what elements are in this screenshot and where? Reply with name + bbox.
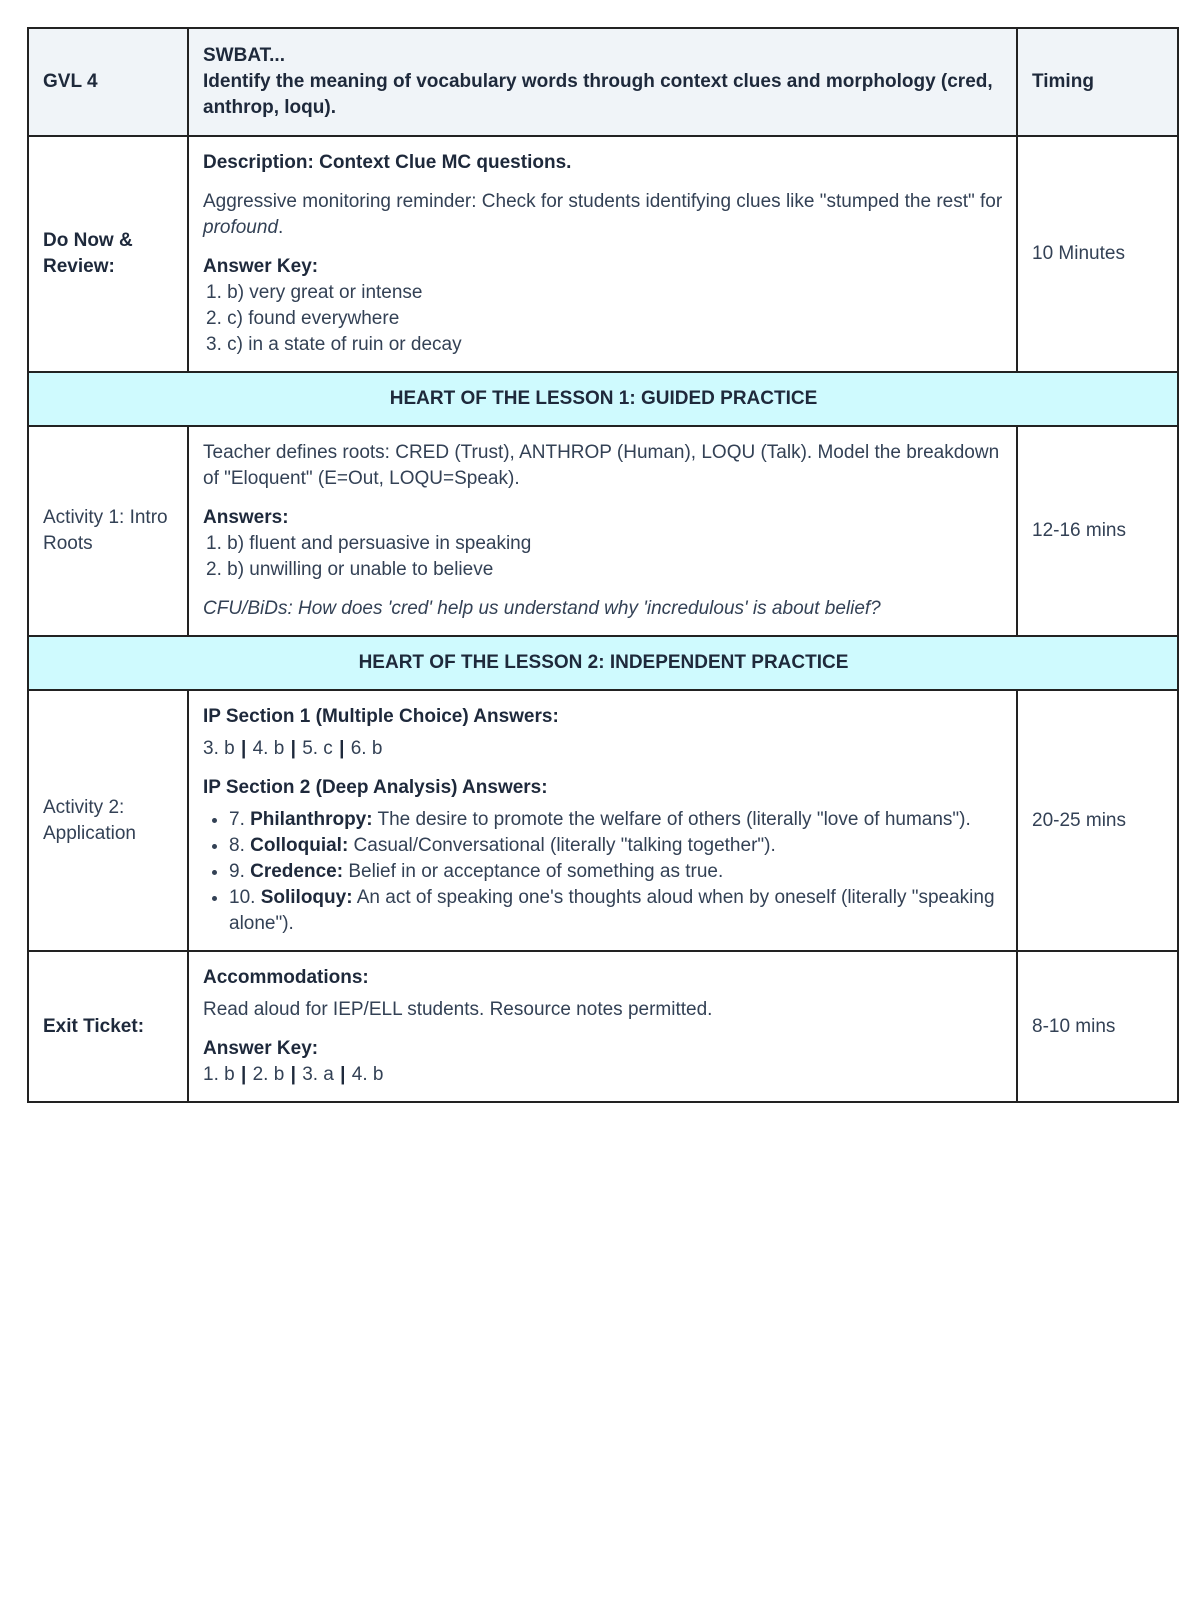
swbat-label: SWBAT...	[203, 45, 285, 66]
ip2-item	[229, 833, 1003, 859]
accommodations-text: Read aloud for IEP/ELL students. Resource notes permitted.	[203, 999, 713, 1020]
do-now-label: Do Now & Review:	[28, 136, 188, 372]
activity2-row	[28, 690, 1178, 951]
activity1-timing: 12-16 mins	[1017, 426, 1178, 636]
separator: |	[290, 738, 296, 759]
exit-answer: 1. b	[203, 1064, 235, 1085]
reminder-emphasis-word: profound	[203, 217, 279, 238]
ip1-answer: 3. b	[203, 738, 235, 759]
monitoring-reminder	[203, 189, 1003, 241]
ip2-label: IP Section 2 (Deep Analysis) Answers:	[203, 777, 548, 798]
activity1-content	[188, 426, 1017, 636]
vocab-term: Colloquial:	[250, 835, 349, 856]
reminder-suffix: .	[278, 217, 284, 238]
separator: |	[290, 1064, 296, 1085]
exit-ticket-timing: 8-10 mins	[1017, 951, 1178, 1102]
accommodations-label: Accommodations:	[203, 967, 369, 988]
answer-item: 2. c) found everywhere	[206, 308, 400, 329]
exit-answer: 3. a	[302, 1064, 334, 1085]
cfu-question: CFU/BiDs: How does 'cred' help us understand why 'incredulous' is about belief?	[203, 598, 881, 619]
do-now-row	[28, 136, 1178, 372]
vocab-term: Philanthropy:	[250, 809, 373, 830]
activity2-content	[188, 690, 1017, 951]
vocab-term: Credence:	[250, 861, 344, 882]
item-number: 8.	[229, 835, 251, 856]
exit-answers	[203, 1062, 1003, 1088]
ip1-answer: 5. c	[302, 738, 333, 759]
do-now-timing: 10 Minutes	[1017, 136, 1178, 372]
section-banner-independent	[28, 636, 1178, 690]
exit-answer: 2. b	[252, 1064, 285, 1085]
lesson-plan	[27, 27, 1177, 1103]
vocab-definition: The desire to promote the welfare of others (literally "love of humans").	[372, 809, 971, 830]
lesson-plan-table	[27, 27, 1179, 1103]
separator: |	[240, 1064, 247, 1085]
ip2-item	[229, 807, 1003, 833]
ip2-answer-list	[203, 807, 1003, 937]
objective-text: Identify the meaning of vocabulary words through context clues and morphology (cred, anthrop, loqu).	[203, 71, 993, 118]
vocab-definition: An act of speaking one's thoughts aloud when by oneself (literally "speaking alone").	[229, 887, 995, 934]
exit-ticket-label: Exit Ticket:	[28, 951, 188, 1102]
guided-practice-banner: HEART OF THE LESSON 1: GUIDED PRACTICE	[28, 372, 1178, 426]
answer-item: 2. b) unwilling or unable to believe	[206, 559, 494, 580]
exit-answer-key-label: Answer Key:	[203, 1038, 319, 1059]
activity1-answers-label: Answers:	[203, 507, 289, 528]
ip2-item	[229, 885, 1003, 937]
header-row	[28, 28, 1178, 136]
ip1-answers	[203, 736, 1003, 762]
exit-ticket-content	[188, 951, 1017, 1102]
objective-cell	[188, 28, 1017, 136]
timing-header: Timing	[1032, 71, 1094, 92]
separator: |	[339, 738, 345, 759]
vocab-definition: Casual/Conversational (literally "talking together").	[348, 835, 776, 856]
activity1-row	[28, 426, 1178, 636]
ip1-label: IP Section 1 (Multiple Choice) Answers:	[203, 706, 559, 727]
separator: |	[340, 1064, 346, 1085]
activity2-timing: 20-25 mins	[1017, 690, 1178, 951]
activity2-label: Activity 2: Application	[28, 690, 188, 951]
activity1-answer-list	[203, 531, 1003, 583]
answer-item: 1. b) fluent and persuasive in speaking	[206, 533, 532, 554]
ip1-answer: 6. b	[350, 738, 383, 759]
separator: |	[240, 738, 247, 759]
do-now-answer-key-label: Answer Key:	[203, 256, 319, 277]
timing-header-cell	[1017, 28, 1178, 136]
activity1-label: Activity 1: Intro Roots	[28, 426, 188, 636]
item-number: 10.	[229, 887, 261, 908]
vocab-definition: Belief in or acceptance of something as true.	[343, 861, 724, 882]
grade-level: GVL 4	[43, 71, 98, 92]
reminder-text: Aggressive monitoring reminder: Check for students identifying clues like "stumped the rest" for	[203, 191, 1003, 212]
answer-item: 3. c) in a state of ruin or decay	[206, 334, 462, 355]
independent-practice-banner: HEART OF THE LESSON 2: INDEPENDENT PRACTICE	[28, 636, 1178, 690]
do-now-description: Description: Context Clue MC questions.	[203, 152, 572, 173]
activity1-intro: Teacher defines roots: CRED (Trust), ANTHROP (Human), LOQU (Talk). Model the breakdown of "Eloquent" (E=Out, LOQU=Speak).	[203, 442, 1000, 489]
vocab-term: Soliloquy:	[260, 887, 353, 908]
do-now-content	[188, 136, 1017, 372]
do-now-answer-list	[203, 280, 1003, 358]
ip1-answer: 4. b	[252, 738, 285, 759]
answer-item: 1. b) very great or intense	[206, 282, 423, 303]
exit-ticket-row	[28, 951, 1178, 1102]
section-banner-guided	[28, 372, 1178, 426]
exit-answer: 4. b	[351, 1064, 384, 1085]
ip2-item	[229, 859, 1003, 885]
item-number: 7.	[229, 809, 251, 830]
item-number: 9.	[229, 861, 251, 882]
grade-level-cell	[28, 28, 188, 136]
